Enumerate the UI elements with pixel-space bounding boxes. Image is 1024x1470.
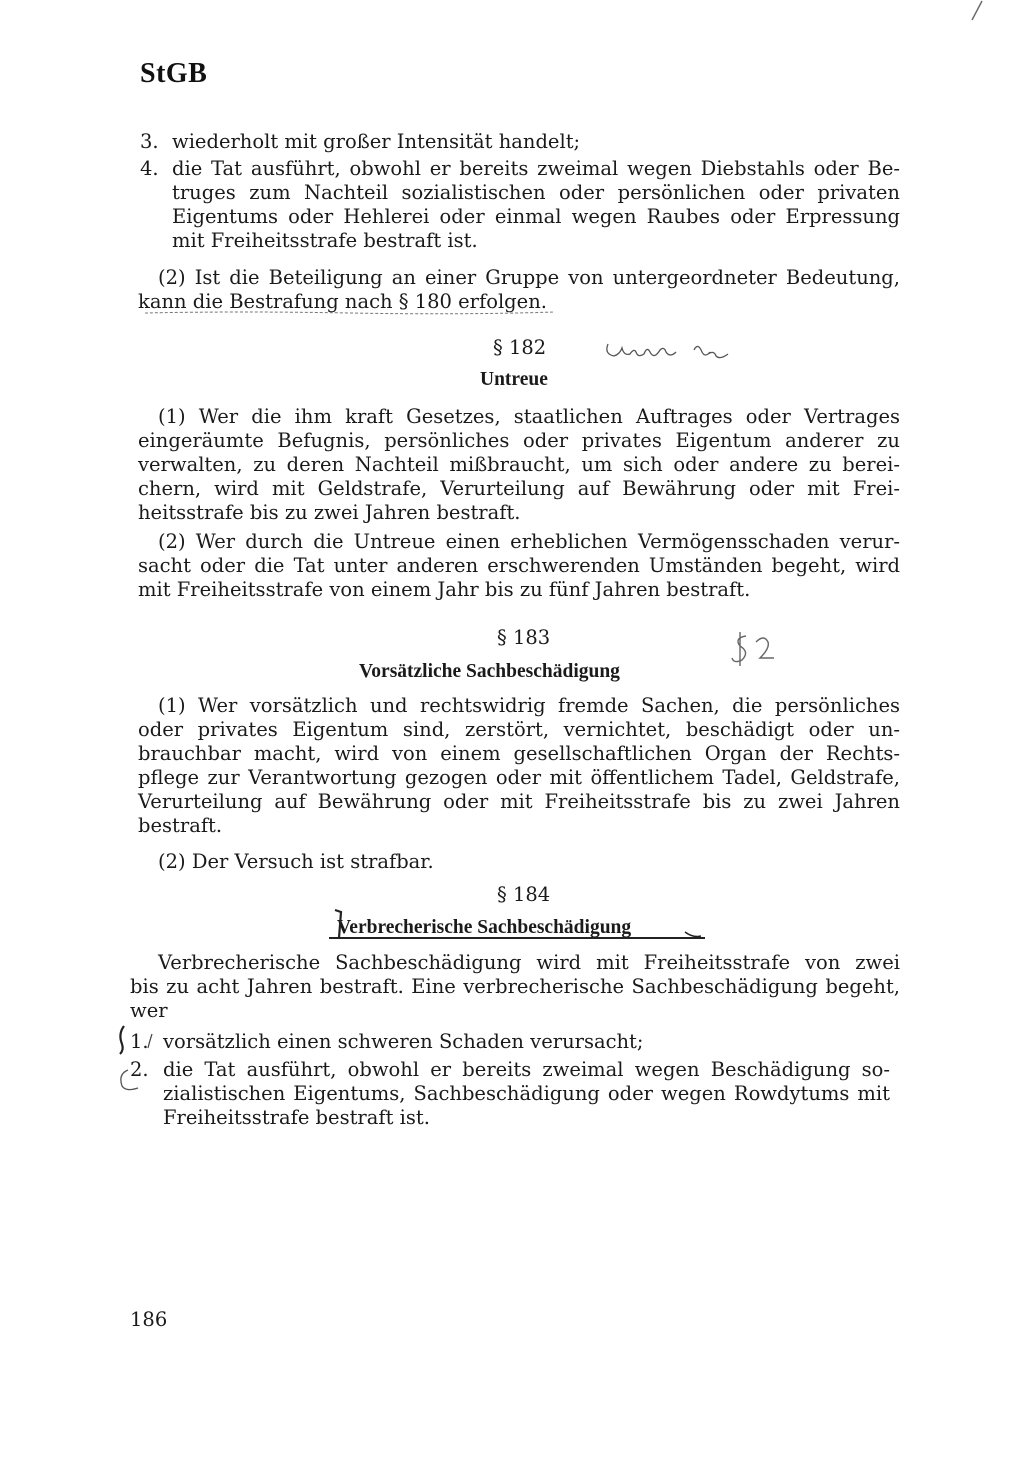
paragraph-line: eingeräumte Befugnis, persönliches oder privates Eigentum anderer zu <box>138 429 900 452</box>
list-item-text: Freiheitsstrafe bestraft ist. <box>163 1106 430 1129</box>
paragraph-line: (2) Wer durch die Untreue einen erheblichen Vermögensschaden verur- <box>158 530 900 553</box>
paragraph-line: sacht oder die Tat unter anderen erschwerenden Umständen begeht, wird <box>138 554 900 577</box>
pencil-underline-mark <box>140 305 560 319</box>
list-item-text: truges zum Nachteil sozialistischen oder persönlichen oder privaten <box>172 181 900 204</box>
paragraph-line: Verurteilung auf Bewährung oder mit Freiheitsstrafe bis zu zwei Jahren <box>138 790 900 813</box>
page-header-title: StGB <box>140 58 208 89</box>
paragraph-line: chern, wird mit Geldstrafe, Verurteilung auf Bewährung oder mit Frei- <box>138 477 900 500</box>
pencil-underline-mark <box>325 908 710 944</box>
paragraph-line: bis zu acht Jahren bestraft. Eine verbrecherische Sachbeschädigung begeht, <box>130 975 900 998</box>
list-item-text: wiederholt mit großer Intensität handelt; <box>172 130 581 153</box>
paragraph-line: (2) Der Versuch ist strafbar. <box>158 850 434 873</box>
list-item-text: Eigentums oder Hehlerei oder einmal wegen Raubes oder Erpressung <box>172 205 900 228</box>
section-number: § 182 <box>493 336 547 359</box>
section-number: § 184 <box>497 883 551 906</box>
paragraph-line: Verbrecherische Sachbeschädigung wird mit Freiheitsstrafe von zwei <box>158 951 900 974</box>
list-item-number: 1. <box>130 1030 149 1053</box>
section-title: Untreue <box>480 369 548 390</box>
paragraph-line: pflege zur Verantwortung gezogen oder mit öffentlichem Tadel, Geldstrafe, <box>138 766 900 789</box>
paragraph-line: (1) Wer die ihm kraft Gesetzes, staatlichen Auftrages oder Vertrages <box>158 405 900 428</box>
list-item-text: die Tat ausführt, obwohl er bereits zweimal wegen Beschädigung so- <box>163 1058 890 1081</box>
paragraph-line: mit Freiheitsstrafe von einem Jahr bis zu fünf Jahren bestraft. <box>138 578 751 601</box>
list-item-number: 3. <box>140 130 159 153</box>
list-item-number: 2. <box>130 1058 149 1081</box>
pencil-corner-mark <box>955 0 985 22</box>
paragraph-line: bestraft. <box>138 814 223 837</box>
paragraph-line: verwalten, zu deren Nachteil mißbraucht, um sich oder andere zu berei- <box>138 453 900 476</box>
paragraph-line: (2) Ist die Beteiligung an einer Gruppe von untergeordneter Bedeutung, <box>158 266 900 289</box>
list-item-text: vorsätzlich einen schweren Schaden verursacht; <box>163 1030 644 1053</box>
list-item-number: 4. <box>140 157 159 180</box>
paragraph-line: wer <box>130 999 168 1022</box>
handwritten-annotation <box>726 630 786 670</box>
section-number: § 183 <box>497 626 551 649</box>
handwritten-annotation <box>600 332 735 370</box>
paragraph-line: heitsstrafe bis zu zwei Jahren bestraft. <box>138 501 521 524</box>
paragraph-line: brauchbar macht, wird von einem gesellschaftlichen Organ der Rechts- <box>138 742 900 765</box>
list-item-text: mit Freiheitsstrafe bestraft ist. <box>172 229 478 252</box>
paragraph-line: oder privates Eigentum sind, zerstört, vernichtet, beschädigt oder un- <box>138 718 900 741</box>
list-item-text: zialistischen Eigentums, Sachbeschädigung oder wegen Rowdytums mit <box>163 1082 890 1105</box>
list-item-text: die Tat ausführt, obwohl er bereits zweimal wegen Diebstahls oder Be- <box>172 157 900 180</box>
page-number: 186 <box>130 1308 168 1331</box>
section-title: Verbrecherische Sachbeschädigung <box>337 917 632 938</box>
paragraph-line: kann die Bestrafung nach § 180 erfolgen. <box>138 290 547 313</box>
section-title: Vorsätzliche Sachbeschädigung <box>359 661 620 682</box>
paragraph-line: (1) Wer vorsätzlich und rechtswidrig fremde Sachen, die persönliches <box>158 694 900 717</box>
